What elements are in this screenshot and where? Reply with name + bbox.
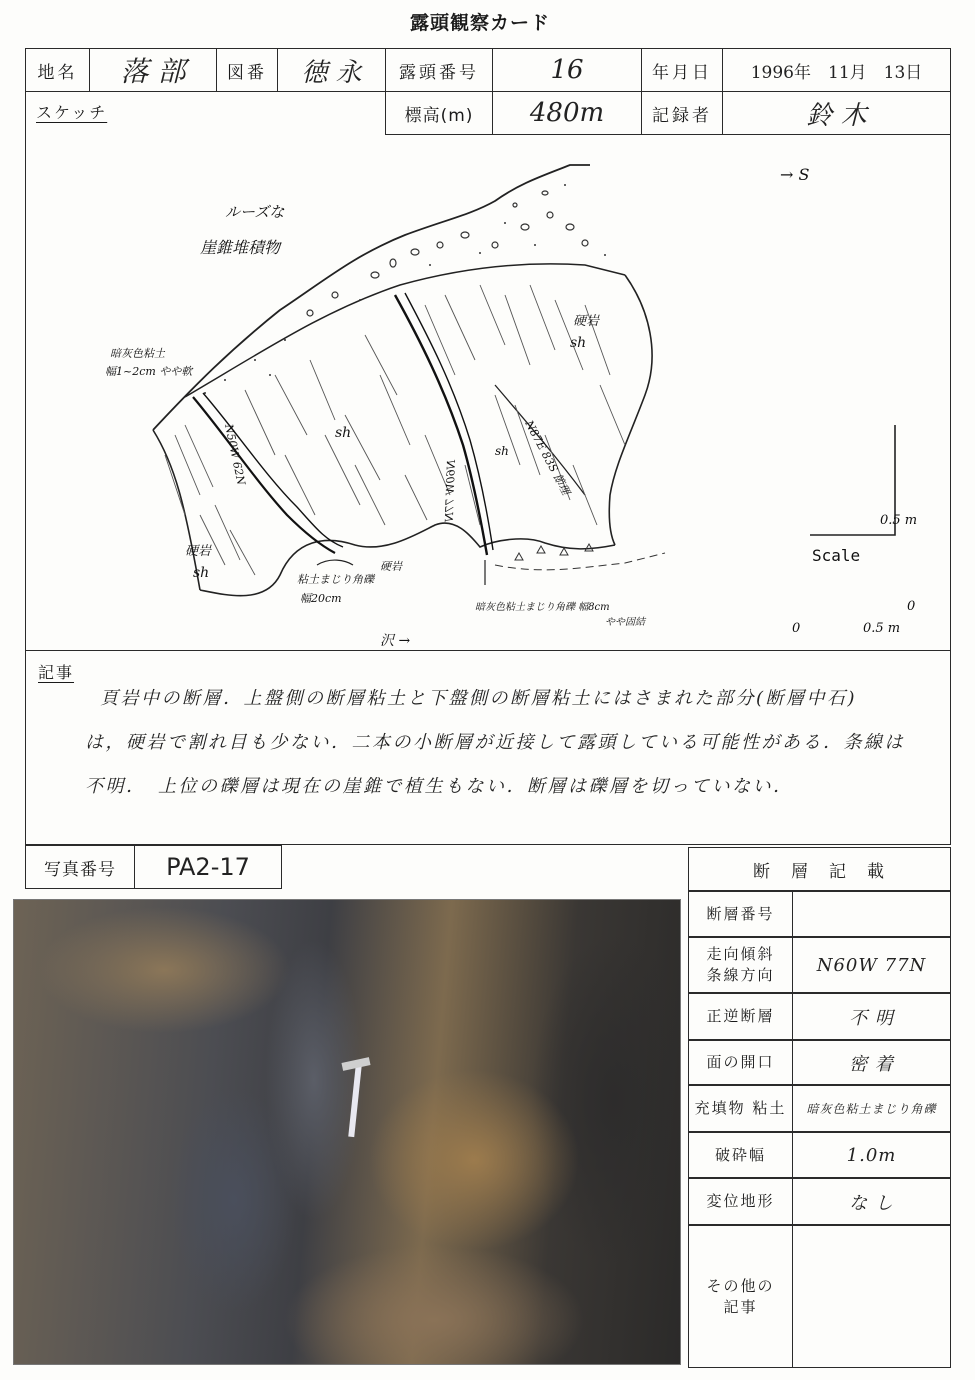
outcrop-right-edge [609, 275, 652, 545]
hard-rock-right-sh: sh [570, 335, 587, 351]
place-label: 地名 [25, 48, 90, 92]
fault-row-value: 1.0m [792, 1132, 951, 1178]
fault-2 [395, 295, 487, 555]
fault-row-value: N60W 77N [792, 937, 951, 993]
date-value: 1996年 11月 13日 [722, 48, 951, 92]
fault-row-value [792, 891, 951, 937]
gravel-arrow [317, 560, 353, 565]
card-title: 露頭観察カード [409, 12, 550, 34]
scale-top-label: 0.5 m [880, 513, 918, 528]
memo-line-1: 頁岩中の断層．上盤側の断層粘土と下盤側の断層粘土にはさまれた部分(断層中石) [100, 688, 858, 709]
gravel-note-label-2: 幅20cm [300, 592, 342, 605]
recorder-value: 鈴 木 [722, 91, 951, 135]
geologic-sketch [25, 135, 951, 651]
fault3-label: N87E 83S 節理 [522, 418, 573, 497]
photo-no-value: PA2-17 [134, 845, 282, 889]
fault-row-value: 暗灰色粘土まじり角礫 [792, 1085, 951, 1132]
date-label: 年月日 [641, 48, 723, 92]
scale-title: Scale [812, 546, 861, 565]
memo-line-2: は，硬岩で割れ目も少ない．二本の小断層が近接して露頭している可能性がある．条線は [85, 732, 905, 753]
outcrop-bottom [200, 523, 615, 596]
hard-rock-right-label: 硬岩 [573, 314, 600, 329]
photo-no-label: 写真番号 [25, 845, 135, 889]
talus-base [185, 264, 625, 397]
fault-row-value: 不 明 [792, 993, 951, 1040]
fault-row-label: 正逆断層 [688, 993, 793, 1040]
map-value: 徳 永 [277, 48, 386, 92]
outcrop-no-label: 露頭番号 [385, 48, 493, 92]
fault-row-value: 密 着 [792, 1040, 951, 1085]
outcrop-no-value: 16 [492, 48, 642, 92]
fault-row-label: 充填物 粘土 [688, 1085, 793, 1132]
recorder-label: 記録者 [641, 91, 723, 135]
sh-label-center: sh [335, 425, 352, 441]
scale-zero-right: 0 [907, 599, 916, 614]
clay-note-label-1: 暗灰色粘土 [110, 347, 165, 360]
fault2-label: N60W 77N [442, 459, 458, 523]
gravel-dots [307, 191, 588, 316]
fault1-label: N50W 62N [222, 422, 248, 487]
fault-record-title: 断 層 記 載 [688, 847, 951, 891]
direction-label: → S [780, 165, 810, 184]
scale-right-label: 0.5 m [863, 621, 901, 636]
map-label: 図番 [216, 48, 278, 92]
memo-line-3: 不明． 上位の礫層は現在の崖錐で植生もない．断層は礫層を切っていない． [85, 776, 794, 797]
loose-deposit-label-1: ルーズな [225, 203, 285, 221]
fault-row-label: その他の 記事 [688, 1225, 793, 1368]
fault-row-label: 破砕幅 [688, 1132, 793, 1178]
clay-gravel-marks [515, 544, 593, 560]
fault-row-value [792, 1225, 951, 1368]
stream-label: 沢 → [380, 633, 411, 649]
elevation-label: 標高(m) [385, 91, 493, 135]
hard-rock-left-sh: sh [193, 565, 210, 581]
scale-zero-left: 0 [792, 621, 801, 636]
hard-rock-left-label: 硬岩 [185, 544, 212, 559]
fault-row-label: 変位地形 [688, 1178, 793, 1225]
fault-row-label: 面の開口 [688, 1040, 793, 1085]
clay-note-label-2: 幅1~2cm やや軟 [105, 365, 193, 378]
clay-gravel-label-2: やや固結 [605, 617, 645, 628]
sh-label-right: sh [495, 444, 509, 458]
clay-gravel-label-1: 暗灰色粘土まじり角礫 幅8cm [475, 602, 610, 613]
outcrop-photo [13, 899, 681, 1365]
fault-row-label: 断層番号 [688, 891, 793, 937]
rock-hammer [348, 1065, 361, 1137]
place-value: 落 部 [89, 48, 217, 92]
fault-row-label: 走向傾斜 条線方向 [688, 937, 793, 993]
loose-deposit-label-2: 崖錐堆積物 [200, 238, 281, 257]
fault-1 [193, 397, 335, 553]
hard-note-label: 硬岩 [380, 560, 402, 573]
talus-outline [153, 165, 590, 430]
gravel-note-label-1: 粘土まじり角礫 [297, 573, 374, 586]
sketch-label: スケッチ [36, 103, 108, 122]
elevation-value: 480m [492, 91, 642, 135]
fault-row-value: な し [792, 1178, 951, 1225]
memo-label: 記事 [38, 663, 75, 682]
